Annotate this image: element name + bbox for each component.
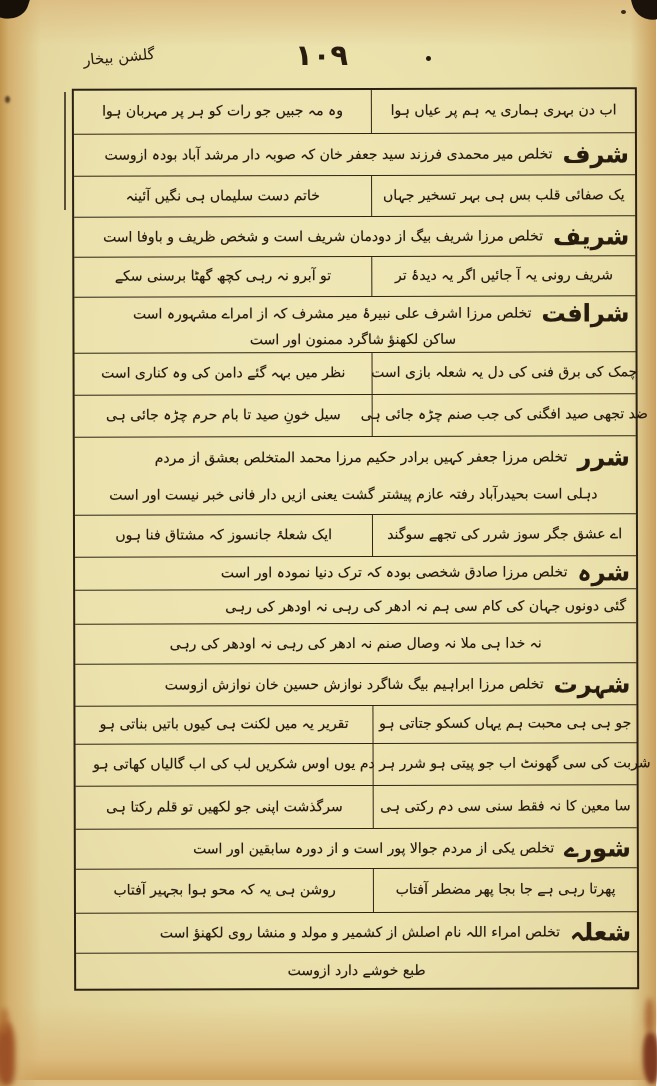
entry-text: تخلص میر محمدی فرزند سید جعفر خان کہ صوبہ دار مرشد آباد بودہ ازوست xyxy=(105,145,554,164)
poet-takhallus: شعلہ xyxy=(570,917,633,946)
poet-takhallus: شرافت xyxy=(542,298,631,328)
table-row xyxy=(75,89,636,134)
table-row-entry xyxy=(75,133,636,176)
running-title: گلشن بیخار xyxy=(83,44,157,70)
edge-stain-bottom-left-2 xyxy=(0,1008,10,1034)
verse-right-cell: اب دن بہری ہماری یہ ہم پر عیاں ہوا xyxy=(372,89,636,133)
verse-left-cell: وہ مہ جبیں جو رات کو ہر پر مہربان ہوا xyxy=(103,103,345,120)
table-row-entry xyxy=(76,556,637,590)
ink-dot xyxy=(427,56,432,61)
verse-right-cell: ضد تجھی صید افگنی کی جب صنم چڑہ جائی ہی xyxy=(373,394,637,436)
entry-text: تخلص مرزا صادق شخصی بودہ کہ ترک دنیا نمودہ اور است xyxy=(221,564,569,582)
table-row xyxy=(76,394,649,437)
entry-text: تخلص امراء اللہ نام اصلش از کشمیر و مولد و منشا روی لکھنؤ است xyxy=(160,923,562,942)
edge-stain-bottom-right-2 xyxy=(646,998,655,1036)
edge-stain-bottom-right xyxy=(644,1032,657,1084)
table-row-colophon-line: طبع خوشے دارد ازوست xyxy=(288,962,427,979)
corner-stain-top-right xyxy=(631,0,657,24)
table-row xyxy=(76,352,637,395)
table-row-verse-line-centered: نہ خدا ہی ملا نہ وصال صنم نہ ادھر کی رہی نہ اودھر کی رہی xyxy=(76,623,637,664)
poet-takhallus: شرر xyxy=(578,443,631,472)
entry-text: تخلص مرزا اشرف علی نبیرۂ میر مشرف کہ از امراے مشہورہ است xyxy=(133,305,533,323)
verse-right-cell: جو ہی ہی محبت ہم یہاں کسکو جتاتی ہو xyxy=(374,705,638,743)
poet-takhallus: شہرت xyxy=(554,669,632,698)
page-number: ۱۰۹ xyxy=(296,38,350,72)
table-row xyxy=(76,705,637,744)
verse-left-cell: خاتم دست سلیماں ہی نگیں آئینہ xyxy=(126,187,321,205)
poet-takhallus: شرف xyxy=(563,139,631,168)
ink-speck-top-right xyxy=(622,10,627,14)
table-row xyxy=(75,175,636,217)
verse-left-cell: یوں اوس شکریں لب کی اب گالیاں کھاتی ہو xyxy=(94,756,357,773)
manuscript-table xyxy=(73,87,652,990)
verse-left-cell: ایک شعلۂ جانسوز کہ مشتاق فنا ہوں xyxy=(116,527,334,544)
verse-right-cell: شریف رونی یہ آ جائیں اگر یہ دیدۂ تر xyxy=(373,256,637,296)
verse-left-cell: سرگذشت اپنی جو لکھیں تو قلم رکتا ہی xyxy=(107,798,344,816)
table-row-entry xyxy=(75,216,636,257)
outer-border-fragment xyxy=(65,92,67,210)
verse-right-cell: یک صفائی قلب بس ہی بہر تسخیر جہاں xyxy=(372,175,636,216)
poet-takhallus: شریف xyxy=(554,221,631,250)
verse-right-cell: شربت کی سی گھونٹ اب جو پیتی ہو شرر ہر دم xyxy=(374,743,638,785)
table-row xyxy=(77,743,652,786)
entry-text: تخلص یکی از مردم جوالا پور است و از دورہ سابقین اور است xyxy=(194,839,556,857)
verse-right-cell: سا معین کا نہ فقط سنی سی دم رکتی ہی xyxy=(374,785,638,828)
entry-text: تخلص مرزا جعفر کہیں برادر حکیم مرزا محمد المتخلص بعشق از مردم xyxy=(155,449,569,467)
entry-text: تخلص مرزا ابراہیم بیگ شاگرد نوازش حسین خان نوازش ازوست xyxy=(165,676,545,693)
corner-stain-top-left xyxy=(0,0,31,25)
table-row-entry xyxy=(75,296,636,353)
table-row xyxy=(77,868,638,913)
table-row-verse-line: گئی دونوں جہان کی کام سی ہم نہ ادھر کی رہی نہ اودھر کی رہی xyxy=(76,589,637,624)
table-row xyxy=(77,785,638,829)
verse-right-cell: چمک کی برق فنی کی دل یہ شعلہ بازی است xyxy=(373,352,637,394)
verse-left-cell: روشن ہی یہ کہ محو ہوا بجہیر آفتاب xyxy=(114,882,337,899)
verse-left-cell: سیل خونِ صید تا بام حرم چڑہ جائی ہی xyxy=(106,407,342,424)
verse-right-cell: اے عشق جگر سوز شرر کی تجھے سوگند xyxy=(373,514,637,556)
verse-right-cell: پھرتا رہی ہے جا بجا پھر مضطر آفتاب xyxy=(374,868,638,912)
entry-second-line: دہلی است بحیدرآباد رفتہ عازم پیشتر گشت یعنی ازیں دار فانی خبر نیست اور است xyxy=(110,486,599,504)
verse-left-cell: تقریر یہ میں لکنت ہی کیوں باتیں بناتی ہو xyxy=(100,716,350,733)
table-row-entry xyxy=(76,663,637,706)
poet-takhallus: شورے xyxy=(565,833,632,862)
ink-speck-left-edge xyxy=(6,96,11,103)
table-row-entry xyxy=(77,828,638,869)
verse-left-cell: تو آبرو نہ رہی کچھ گھٹا برسنی سکے xyxy=(115,268,333,285)
entry-second-line: ساکن لکھنؤ شاگرد ممنون اور است xyxy=(250,331,458,349)
poet-takhallus: شرہ xyxy=(578,558,632,587)
verse-left-cell: نظر میں بہہ گئے دامن کی وہ کناری است xyxy=(102,365,347,382)
table-row-entry xyxy=(77,912,638,953)
table-row xyxy=(76,514,637,557)
table-row xyxy=(75,256,636,297)
table-row-entry xyxy=(76,436,637,515)
entry-text: تخلص مرزا شریف بیگ از دودمان شریف است و شخص ظریف و باوفا است xyxy=(104,228,545,246)
